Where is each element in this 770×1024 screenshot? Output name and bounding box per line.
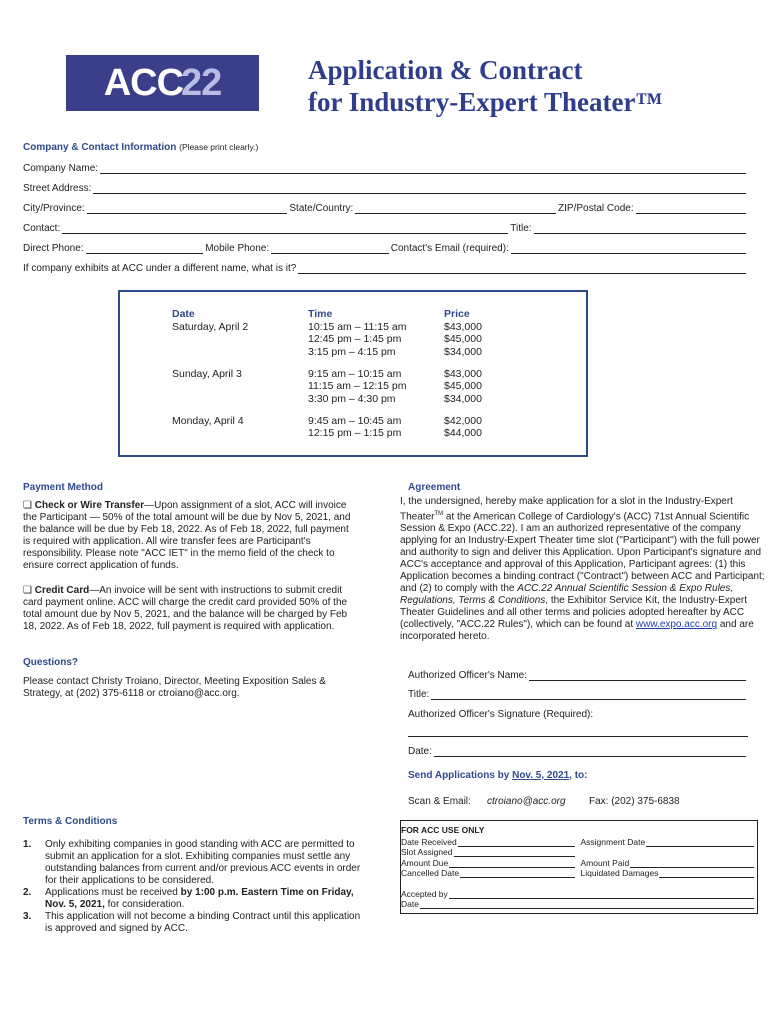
slot-time: 12:45 pm – 1:45 pm [308,333,402,345]
signature-date-row: Date: [408,743,748,757]
slot-price: $44,000 [444,427,482,439]
street-address-field[interactable] [93,183,746,194]
signature-date-field[interactable] [434,746,746,757]
officer-title-field[interactable] [431,689,746,700]
title-line-2: for Industry-Expert Theater™ [308,87,663,117]
day-3-date: Monday, April 4 [172,414,244,427]
accepted-by-row: Accepted by [401,888,754,899]
slot-price: $34,000 [444,392,482,405]
terms-list [23,839,363,935]
send-heading: Send Applications by Nov. 5, 2021, to: [408,770,588,781]
cancelled-date-row: Cancelled Date [401,868,575,879]
slot-time: 10:15 am – 11:15 am [308,320,407,333]
officer-name-row: Authorized Officer's Name: [408,667,748,681]
slot-time: 3:15 pm – 4:15 pm [308,345,396,358]
send-email[interactable]: ctroiano@acc.org [487,796,566,807]
zip-field[interactable] [636,203,746,214]
slot-price: $34,000 [444,345,482,358]
slot-price: $42,000 [444,414,482,427]
slot-time: 9:15 am – 10:15 am [308,367,402,380]
title-field[interactable] [534,223,746,234]
phone-email-row: Direct Phone: Mobile Phone: Contact's Email (required): [23,240,748,254]
payment-card-option: ❏ Credit Card—An invoice will be sent with instructions to submit credit card payment online. ACC will charge the credit card provided 50% of the total amount due by Nov 5, 2021, and the balance will be charged by Feb 18, 2022. As of Feb 18, 2022, full payment is required with application. [23,585,348,632]
contact-title-row: Contact: Title: [23,220,748,234]
company-name-row: Company Name: [23,160,748,174]
city-state-zip-row: City/Province: State/Country: ZIP/Postal Code: [23,200,748,214]
slot-price: $43,000 [444,320,482,333]
liquidated-damages-field[interactable] [659,869,754,878]
slot-assigned-field[interactable] [454,848,575,857]
state-field[interactable] [355,203,556,214]
assignment-date-field[interactable] [646,838,754,847]
terms-item-1: 1. Only exhibiting companies in good standing with ACC are permitted to submit an application for a slot. Exhibiting companies must settle any outstanding balances from current and/or previous ACC events in order for their applications to be considered. [23,839,361,886]
cancelled-date-field[interactable] [460,869,574,878]
title-line-1: Application & Contract [308,55,583,85]
send-scan-label: Scan & Email: [408,796,471,807]
slot-time: 12:15 pm – 1:15 pm [308,427,402,439]
payment-heading: Payment Method [23,482,104,493]
send-fax: Fax: (202) 375-6838 [589,796,680,807]
officer-name-field[interactable] [529,670,746,681]
slot-assigned-row: Slot Assigned [401,847,575,858]
contact-section-note: (Please print clearly.) [179,142,259,152]
schedule-price-column: Price $43,000 $45,000 $34,000 $43,000 $45,000 $34,000 $42,000 $44,000 [444,308,482,439]
email-field[interactable] [511,243,746,254]
slot-time: 3:30 pm – 4:30 pm [308,392,396,405]
mobile-phone-field[interactable] [271,243,389,254]
amount-paid-field[interactable] [630,859,754,868]
terms-item-3: 3. This application will not become a binding Contract until this application is approved and signed by ACC. [23,911,361,934]
checkbox-icon[interactable]: ❏ [23,585,32,596]
assignment-date-row: Assignment Date [581,836,755,847]
schedule-date-column: Date Saturday, April 2 Sunday, April 3 Monday, April 4 [172,308,249,427]
day-2-date: Sunday, April 3 [172,367,242,380]
amount-due-row: Amount Due [401,857,575,868]
officer-title-row: Title: [408,686,748,700]
street-address-row: Street Address: [23,180,748,194]
payment-check-option: ❏ Check or Wire Transfer—Upon assignment of a slot, ACC will invoice the Participant — 50% of the total amount will be due by Nov 5, 2021, and the balance will be due by Feb 18, 2022. As of Feb 18, 2022, full payment is required with application. All wire transfer fees are Participant's responsibility. Please note "ACC IET" in the memo field of the check to ensure correct application of funds. [23,500,351,571]
slot-price: $45,000 [444,380,482,392]
contact-section-heading: Company & Contact Information (Please print clearly.) [23,142,259,153]
expo-link[interactable]: www.expo.acc.org [635,619,718,631]
acc22-logo [66,55,259,111]
amount-due-field[interactable] [449,859,574,868]
questions-text: Please contact Christy Troiano, Director, Meeting Exposition Sales & Strategy, at (202) 375-6118 or ctroiano@acc.org. [23,676,326,699]
office-date-row: Date [401,899,754,910]
logo-acc: ACC [103,61,184,104]
agreement-text: I, the undersigned, hereby make application for a slot in the Industry-Expert Theater™ at the American College of Cardiology's (ACC) 71st Annual Scientific Session & Expo (ACC.22). I am an authorized representative of the company applying for an Industry-Expert Theater time slot ("Participant") with the full power and authority to sign and deliver this Application. Upon Participant's signature and ACC's acceptance and approval of this Application, Participant agrees: (1) this Application becomes a binding contract ("Contract") between ACC and Participant; and (2) to comply with the ACC.22 Annual Scientific Session & Expo Rules, Regulations, Terms & Conditions, the Exhibitor Service Kit, the Industry-Expert Theater Guidelines and all other terms and policies adopted hereafter by ACC (collectively, "ACC.22 Rules"), which can be found at www.expo.acc.org and are incorporated hereto. [400,496,765,643]
city-field[interactable] [87,203,288,214]
agreement-heading: Agreement [408,482,461,493]
slot-price: $43,000 [444,367,482,380]
office-use-heading: FOR ACC USE ONLY [401,825,485,835]
amount-paid-row: Amount Paid [581,857,755,868]
day-1-date: Saturday, April 2 [172,320,249,333]
slot-time: 9:45 am – 10:45 am [308,414,402,427]
questions-heading: Questions? [23,657,79,668]
different-name-field[interactable] [298,263,746,274]
signature-field[interactable] [408,736,748,737]
date-received-row: Date Received [401,836,575,847]
date-received-field[interactable] [458,838,575,847]
office-use-box [400,820,758,914]
schedule-time-column: Time 10:15 am – 11:15 am 12:45 pm – 1:45 pm 3:15 pm – 4:15 pm 9:15 am – 10:15 am 11:15 am – 12:15 pm 3:30 pm – 4:30 pm 9:45 am – 10:45 am 12:15 pm – 1:15 pm [308,308,407,439]
accepted-by-field[interactable] [449,890,754,899]
checkbox-icon[interactable]: ❏ [23,500,32,511]
direct-phone-field[interactable] [86,243,204,254]
different-name-row: If company exhibits at ACC under a different name, what is it? [23,260,748,274]
company-name-field[interactable] [100,163,746,174]
liquidated-damages-row: Liquidated Damages [581,868,755,879]
slot-price: $45,000 [444,333,482,345]
page-title [308,54,662,118]
logo-year: 22 [181,61,222,104]
slot-time: 11:15 am – 12:15 pm [308,380,407,392]
signature-label-row: Authorized Officer's Signature (Required): [408,709,594,720]
terms-item-2: 2. Applications must be received by 1:00 p.m. Eastern Time on Friday, Nov. 5, 2021, for consideration. [23,887,354,910]
office-date-field[interactable] [420,900,754,909]
terms-heading: Terms & Conditions [23,816,118,827]
contact-field[interactable] [62,223,508,234]
